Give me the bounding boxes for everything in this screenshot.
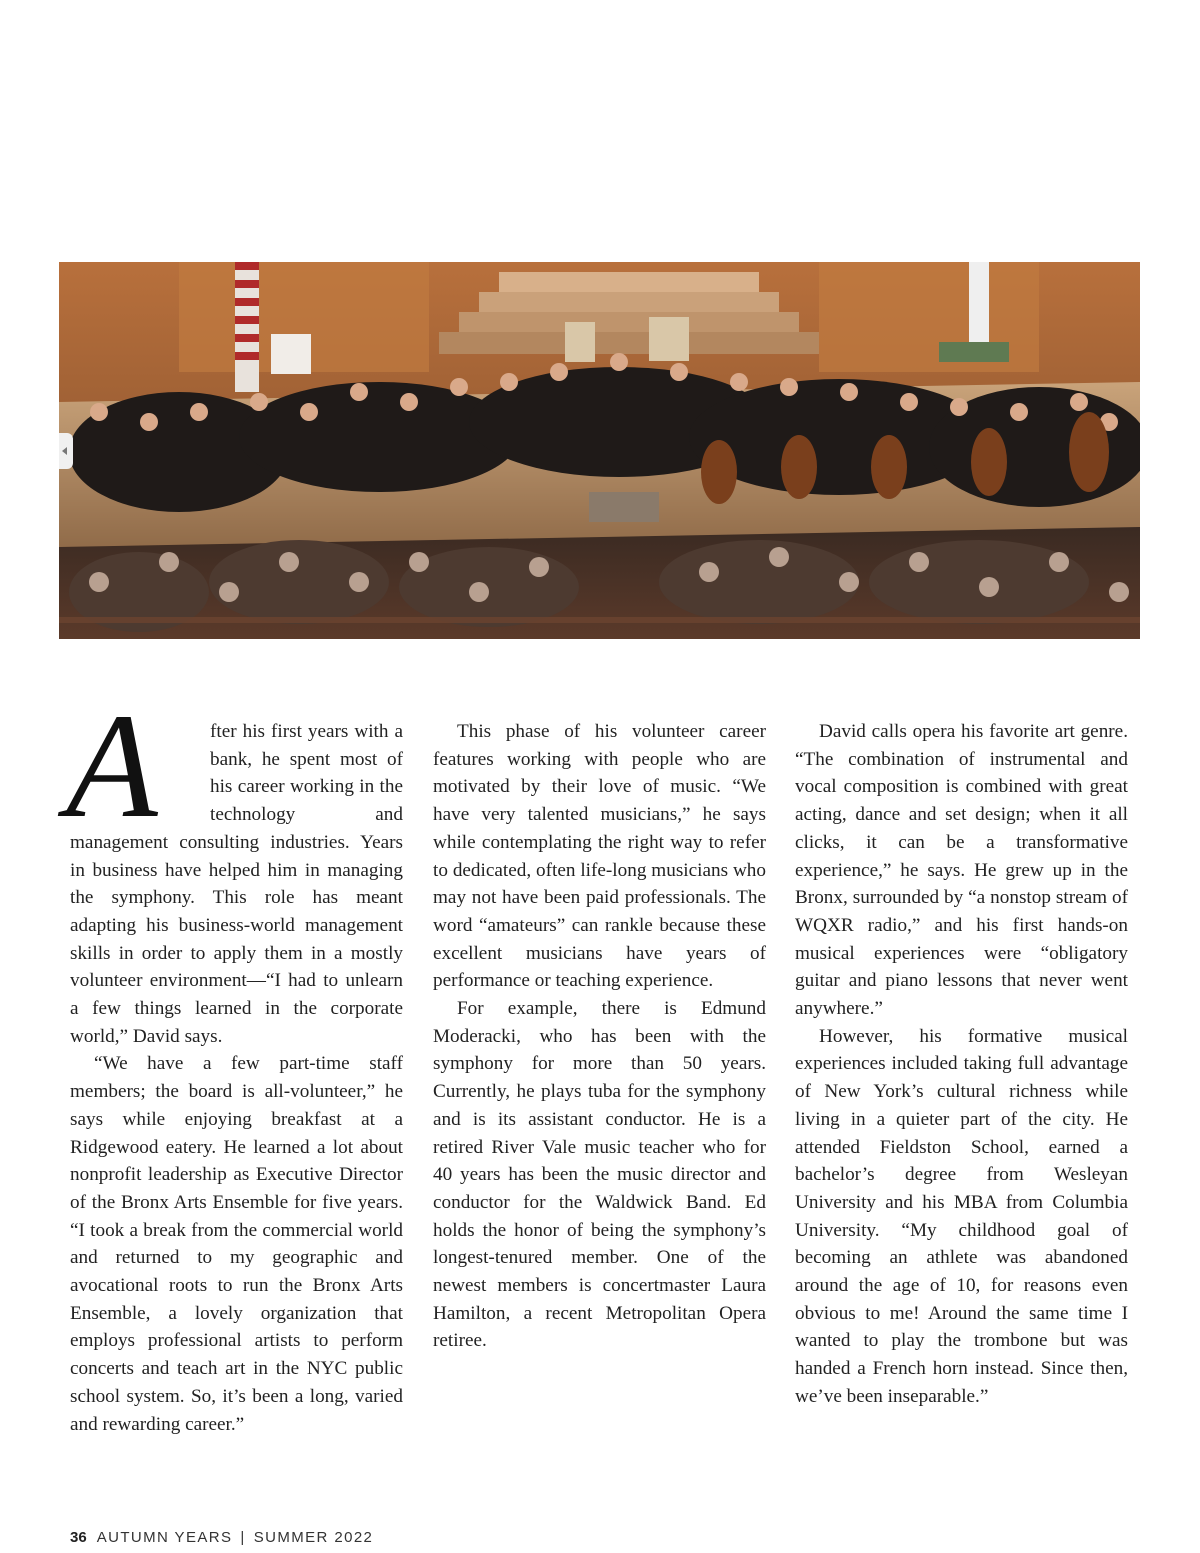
footer-separator: | <box>240 1529 246 1546</box>
article-paragraph <box>66 683 403 1050</box>
article-column-2 <box>433 718 766 1355</box>
article-column-1 <box>66 683 403 1438</box>
article-paragraph: For example, there is Edmund Moderacki, who has been with the symphony for more than 50 years. Currently, he plays tuba for the symphony and is its assistant conductor. He is a retired River Vale music teacher who for 40 years has been the music director and conductor for the Waldwick Band. Ed holds the honor of being the symphony’s longest-tenured member. One of the newest members is concertmaster Laura Hamilton, a recent Metropolitan Opera retiree. <box>433 998 766 1352</box>
publication-name: AUTUMN YEARS <box>96 1529 233 1546</box>
article-paragraph: “We have a few part-time staff members; the board is all-volunteer,” he says while enjoying breakfast at a Ridgewood eatery. He learned a lot about nonprofit leadership as Executive Director of the Bronx Arts Ensemble for five years. “I took a break from the commercial world and returned to my geographic and avocational roots to run the Bronx Arts Ensemble, a lovely organization that employs professional artists to perform concerts and teach art in the NYC public school system. So, it’s been a long, varied and rewarding career.” <box>70 1053 403 1435</box>
page-number: 36 <box>70 1529 87 1546</box>
page-footer <box>70 1529 373 1546</box>
article-paragraph: David calls opera his favorite art genre. “The combination of instrumental and vocal composition is combined with great acting, dance and set design; when it all clicks, it can be a transformative experience,” he says. He grew up in the Bronx, surrounded by “a nonstop stream of WQXR radio,” and his first hands-on musical experiences were “obligatory guitar and piano lessons that never went anywhere.” <box>795 721 1128 1020</box>
issue-date: SUMMER 2022 <box>253 1529 374 1546</box>
article-paragraph: This phase of his volunteer career features working with people who are motivated by their love of music. “We have very talented musicians,” he says while contemplating the right way to refer to dedicated, often life-long musicians who may not have been paid professionals. The word “amateurs” can rankle because these excellent musicians have years of performance or teaching experience. <box>433 721 766 992</box>
paragraph-text: fter his first years with a bank, he spent most of his career working in the technology and management consulting industries. Years in business have helped him in managing the symphony. This role has meant adapting his business-world management skills in order to apply them in a mostly volunteer environment—“I had to unlearn a few things learned in the corporate world,” David says. <box>70 721 403 1047</box>
article-paragraph: However, his formative musical experiences included taking full advantage of New York’s cultural richness while living in a quieter part of the city. He attended Fieldston School, earned a bachelor’s degree from Wesleyan University and his MBA from Columbia University. “My childhood goal of becoming an athlete was abandoned around the age of 10, for reasons even obvious to me! Around the same time I wanted to play the trombone but was handed a French horn instead. Since then, we’ve been inseparable.” <box>795 1025 1128 1407</box>
drop-cap: A <box>66 683 158 849</box>
article-column-3 <box>795 718 1128 1411</box>
carousel-prev-tab[interactable] <box>59 433 73 469</box>
orchestra-photo <box>59 262 1140 639</box>
